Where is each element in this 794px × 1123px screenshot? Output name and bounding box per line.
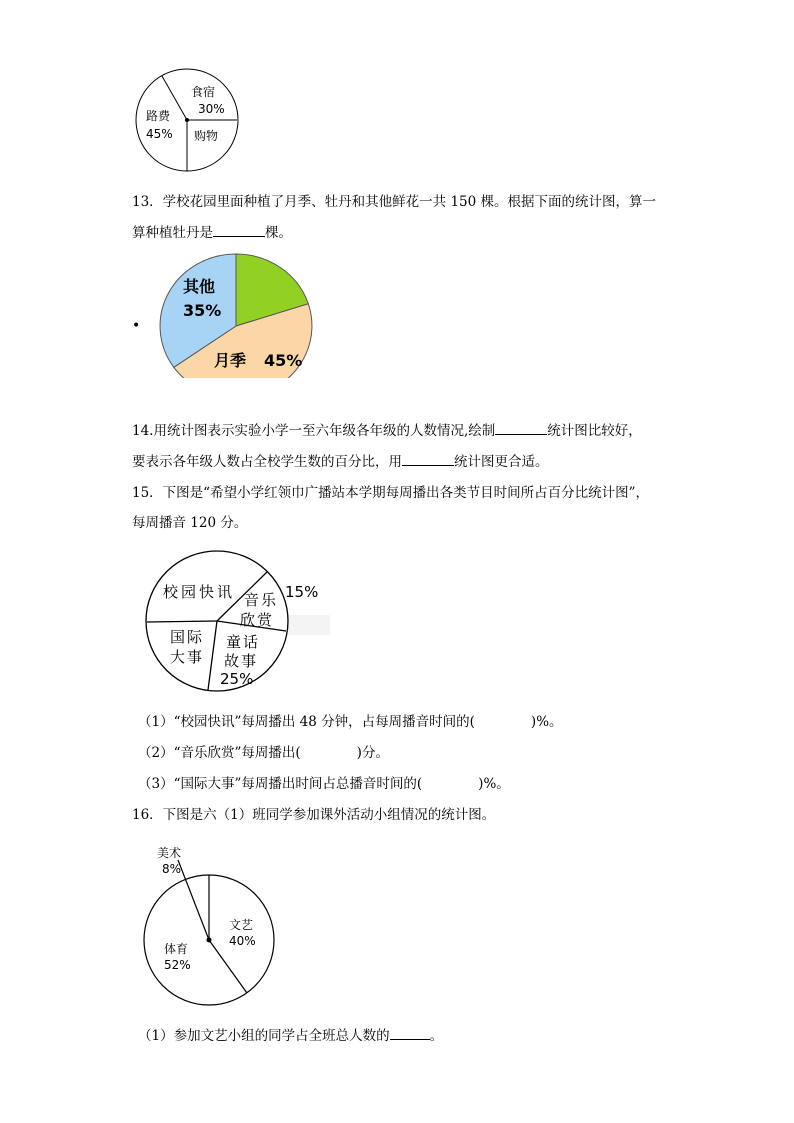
q13-label-qita: 其他 (183, 277, 216, 296)
q14-text2-pre: 要表示各年级人数占全校学生数的百分比，用 (132, 454, 402, 470)
q15-label-xiaoyuan: 校园快讯 (163, 583, 236, 601)
q15-pie-chart (140, 545, 330, 695)
q14-question-line1 (132, 420, 642, 441)
q16-center-dot (207, 938, 212, 943)
q12-pct-shisu: 30% (198, 102, 225, 116)
q16-label-tiyu: 体育 (164, 942, 189, 956)
q13-pct-qita: 35% (183, 301, 222, 320)
q15-pct-yinyue: 15% (285, 583, 319, 601)
q12-label-shisu: 食宿 (191, 85, 216, 99)
q15-sub1 (138, 712, 563, 732)
q13-pie-chart (158, 252, 318, 378)
q13-bullet: • (132, 318, 141, 334)
q15-sub3 (138, 774, 510, 794)
q16-pct-wenyi: 40% (229, 934, 256, 948)
q15-sub3-pre: （3）“国际大事”每周播出时间占总播音时间的( (138, 776, 423, 792)
q16-label-meishu: 美术 (157, 846, 182, 860)
q15-sub2-post: )分。 (356, 745, 389, 761)
q15-question-line2: 每周播音 120 分。 (132, 515, 248, 531)
q14-answer-blank-1[interactable] (495, 420, 547, 435)
q16-sub1-pre: （1）参加文艺小组的同学占全班总人数的 (138, 1028, 390, 1044)
q15-label-yinyue-1: 音乐 (244, 591, 279, 609)
q15-chart-shadow (288, 615, 330, 635)
q14-text2-post: 统计图更合适。 (454, 454, 549, 470)
q12-pct-lufei: 45% (146, 127, 173, 141)
q12-center-dot (185, 118, 189, 122)
q16-pie-chart (140, 840, 280, 1010)
q15-label-tonghua-2: 故事 (224, 652, 259, 670)
q16-pct-tiyu: 52% (164, 958, 191, 972)
q15-label-yinyue-2: 欣赏 (240, 611, 275, 629)
q16-sub1 (138, 1025, 443, 1046)
q15-sub2-pre: （2）“音乐欣赏”每周播出( (138, 745, 301, 761)
q16-sub1-answer-blank[interactable] (390, 1025, 430, 1040)
q16-pct-meishu: 8% (162, 862, 182, 876)
q15-sub2 (138, 743, 389, 763)
q13-text-post: 棵。 (265, 225, 292, 241)
q15-question-line1: 15．下图是“希望小学红领巾广播站本学期每周播出各类节目时间所占百分比统计图”， (132, 485, 649, 501)
q13-question-line2 (132, 222, 292, 243)
q14-answer-blank-2[interactable] (402, 451, 454, 466)
q15-label-guoji-1: 国际 (170, 628, 205, 646)
q14-text1-post: 统计图比较好， (547, 423, 642, 439)
q15-label-guoji-2: 大事 (170, 648, 205, 666)
q13-label-yueji: 月季 (214, 351, 247, 370)
q15-label-tonghua-1: 童话 (226, 633, 261, 651)
q13-text-pre: 算种植牡丹是 (132, 225, 213, 241)
q14-text1-pre: 14.用统计图表示实验小学一至六年级各年级的人数情况,绘制 (132, 423, 496, 439)
q12-label-gouwu: 购物 (194, 129, 219, 143)
q13-question-line1: 13．学校花园里面种植了月季、牡丹和其他鲜花一共 150 棵。根据下面的统计图，算一 (132, 194, 657, 210)
q12-pie-chart (132, 68, 242, 178)
q15-sub1-post: )%。 (530, 714, 563, 730)
q14-question-line2 (132, 451, 549, 472)
q13-answer-blank[interactable] (213, 222, 265, 237)
q16-sub1-post: 。 (429, 1028, 444, 1044)
q16-question-line1: 16．下图是六（1）班同学参加课外活动小组情况的统计图。 (132, 807, 496, 823)
q13-pct-yueji: 45% (264, 351, 303, 370)
q12-label-lufei: 路费 (146, 109, 171, 123)
q15-sub3-post: )%。 (478, 776, 510, 792)
q15-sub1-pre: （1）“校园快讯”每周播出 48 分钟，占每周播音时间的( (138, 714, 475, 730)
q15-pct-tonghua: 25% (220, 670, 254, 688)
q16-label-wenyi: 文艺 (229, 918, 254, 932)
